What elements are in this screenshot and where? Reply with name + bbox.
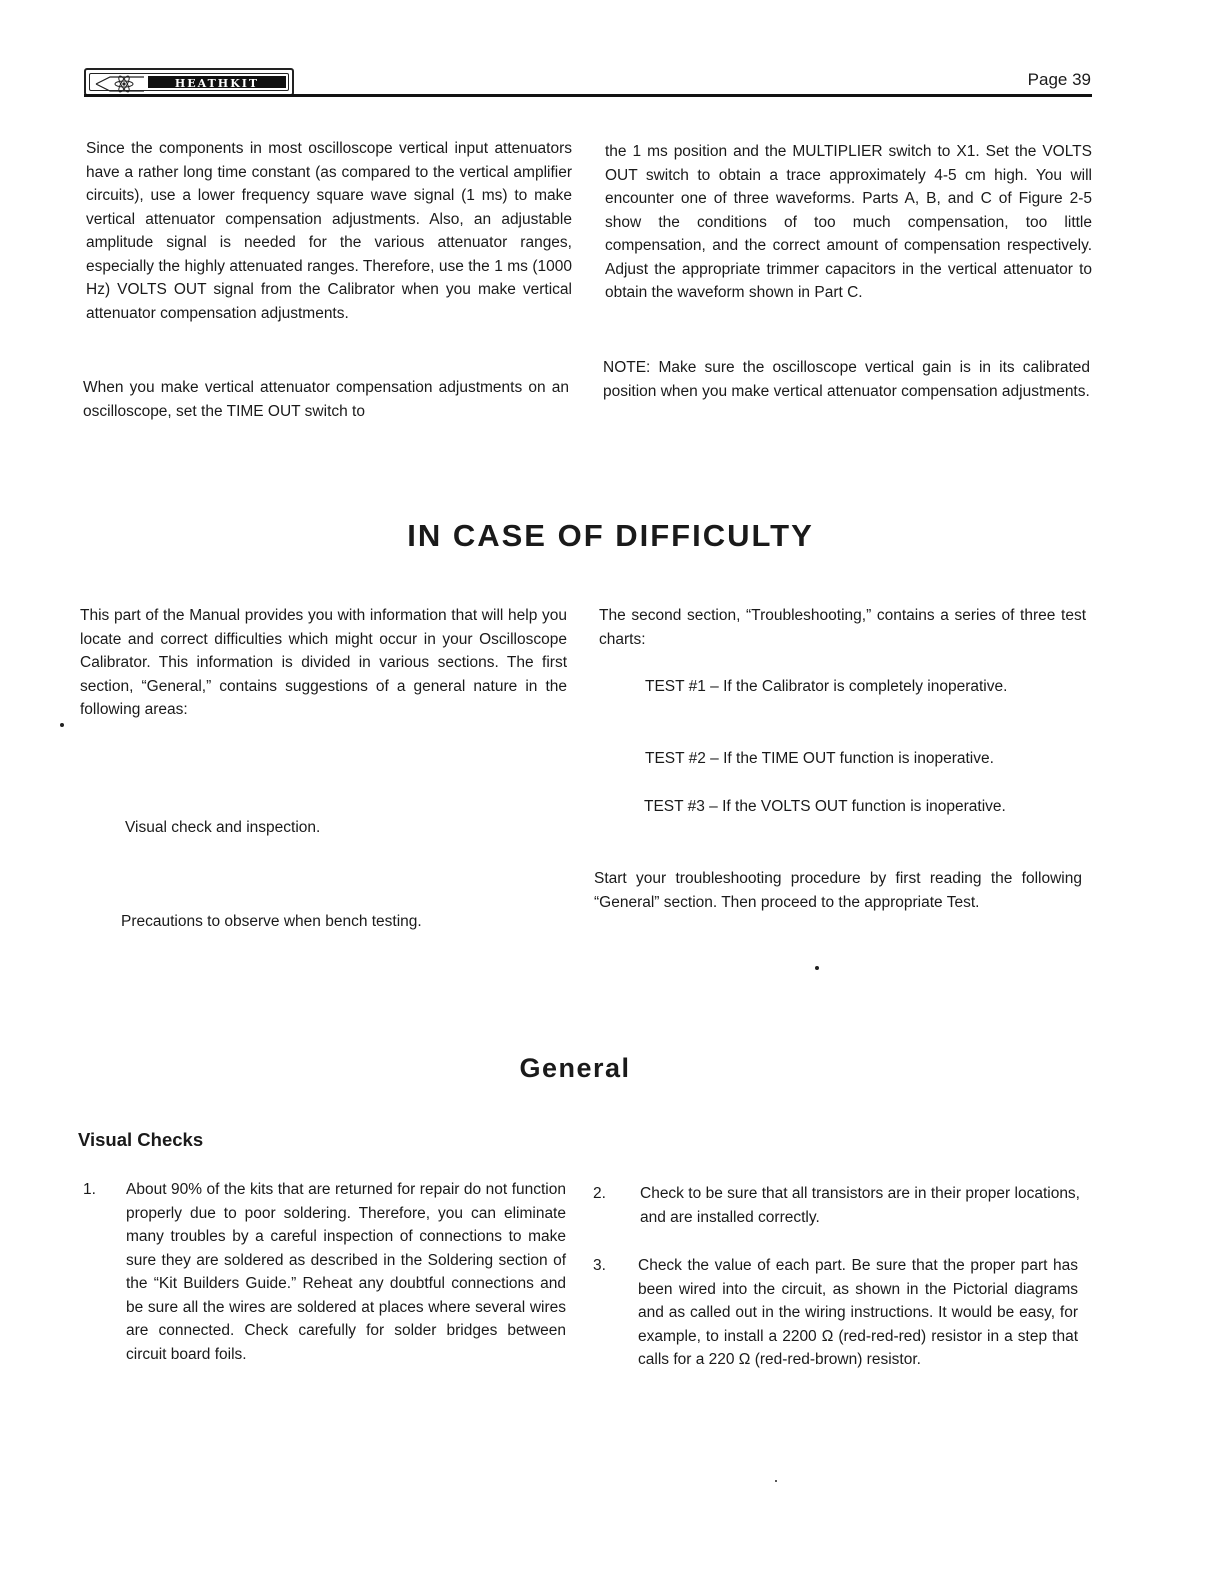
general-heading: General <box>519 1053 631 1083</box>
difficulty-heading: IN CASE OF DIFFICULTY <box>407 518 814 553</box>
heathkit-logo <box>84 68 294 96</box>
item-number-1: 1. <box>83 1181 96 1198</box>
item-number-2: 2. <box>593 1185 606 1202</box>
page-number: Page 39 <box>1027 70 1091 89</box>
visual-check-item-1: About 90% of the kits that are returned for repair do not function properly due to poor soldering. Therefore, you can eliminate many troubles by a careful inspection of connections to make sure they are soldered as described in the Soldering section of the “Kit Builders Guide.” Reheat any doubtful connections and be sure all the wires are soldered at places where several wires are connected. Check carefully for solder bridges between circuit board foils. <box>126 1181 566 1363</box>
troubleshooting-intro: The second section, “Troubleshooting,” contains a series of three test charts: <box>599 607 1086 648</box>
difficulty-intro: This part of the Manual provides you with information that will help you locate and correct difficulties which might occur in your Oscilloscope Calibrator. This information is divided in various sections. The first section, “General,” contains suggestions of a general nature in the following areas: <box>80 607 567 718</box>
top-left-paragraph-1: Since the components in most oscilloscope vertical input attenuators have a rather long time constant (as compared to the vertical amplifier circuits), use a lower frequency square wave signal (1 ms) to make vertical attenuator compensation adjustments. Also, an adjustable amplitude signal is needed for the various attenuator ranges, especially the highly attenuated ranges. Therefore, use the 1 ms (1000 Hz) VOLTS OUT signal from the Calibrator when you make vertical attenuator compensation adjustments. <box>86 140 572 322</box>
logo-frame <box>89 73 289 91</box>
area-item-2: Precautions to observe when bench testing. <box>121 913 422 930</box>
scan-dot <box>775 1480 777 1482</box>
visual-checks-heading: Visual Checks <box>78 1129 204 1150</box>
top-left-paragraph-2: When you make vertical attenuator compensation adjustments on an oscilloscope, set the TIME OUT switch to <box>83 379 569 420</box>
area-item-1: Visual check and inspection. <box>125 819 321 836</box>
troubleshooting-closing: Start your troubleshooting procedure by first reading the following “General” section. Then proceed to the appropriate Test. <box>594 870 1082 911</box>
test-2: TEST #2 – If the TIME OUT function is inoperative. <box>645 750 994 767</box>
test-1: TEST #1 – If the Calibrator is completely inoperative. <box>645 678 1008 695</box>
top-right-paragraph-1: the 1 ms position and the MULTIPLIER switch to X1. Set the VOLTS OUT switch to obtain a trace approximately 4-5 cm high. You will encounter one of three waveforms. Parts A, B, and C of Figure 2-5 show the conditions of too much compensation, too little compensation, and the correct amount of compensation respectively. Adjust the appropriate trimmer capacitors in the vertical attenuator to obtain the waveform shown in Part C. <box>605 143 1092 301</box>
header-rule-left <box>84 94 296 97</box>
visual-check-item-2: Check to be sure that all transistors are in their proper locations, and are installed correctly. <box>640 1185 1080 1226</box>
header-rule <box>296 94 1092 97</box>
top-right-paragraph-2: NOTE: Make sure the oscilloscope vertical gain is in its calibrated position when you make vertical attenuator compensation adjustments. <box>603 359 1090 400</box>
atom-emblem-icon <box>94 75 146 93</box>
scan-dot <box>60 723 64 727</box>
scan-dot <box>815 966 819 970</box>
visual-check-item-3: Check the value of each part. Be sure that the proper part has been wired into the circuit, as shown in the Pictorial diagrams and as called out in the wiring instructions. It would be easy, for example, to install a 2200 Ω (red-red-red) resistor in a step that calls for a 220 Ω (red-red-brown) resistor. <box>638 1257 1078 1368</box>
test-3: TEST #3 – If the VOLTS OUT function is inoperative. <box>644 798 1006 815</box>
logo-wordmark: HEATHKIT <box>148 76 286 88</box>
item-number-3: 3. <box>593 1257 606 1274</box>
